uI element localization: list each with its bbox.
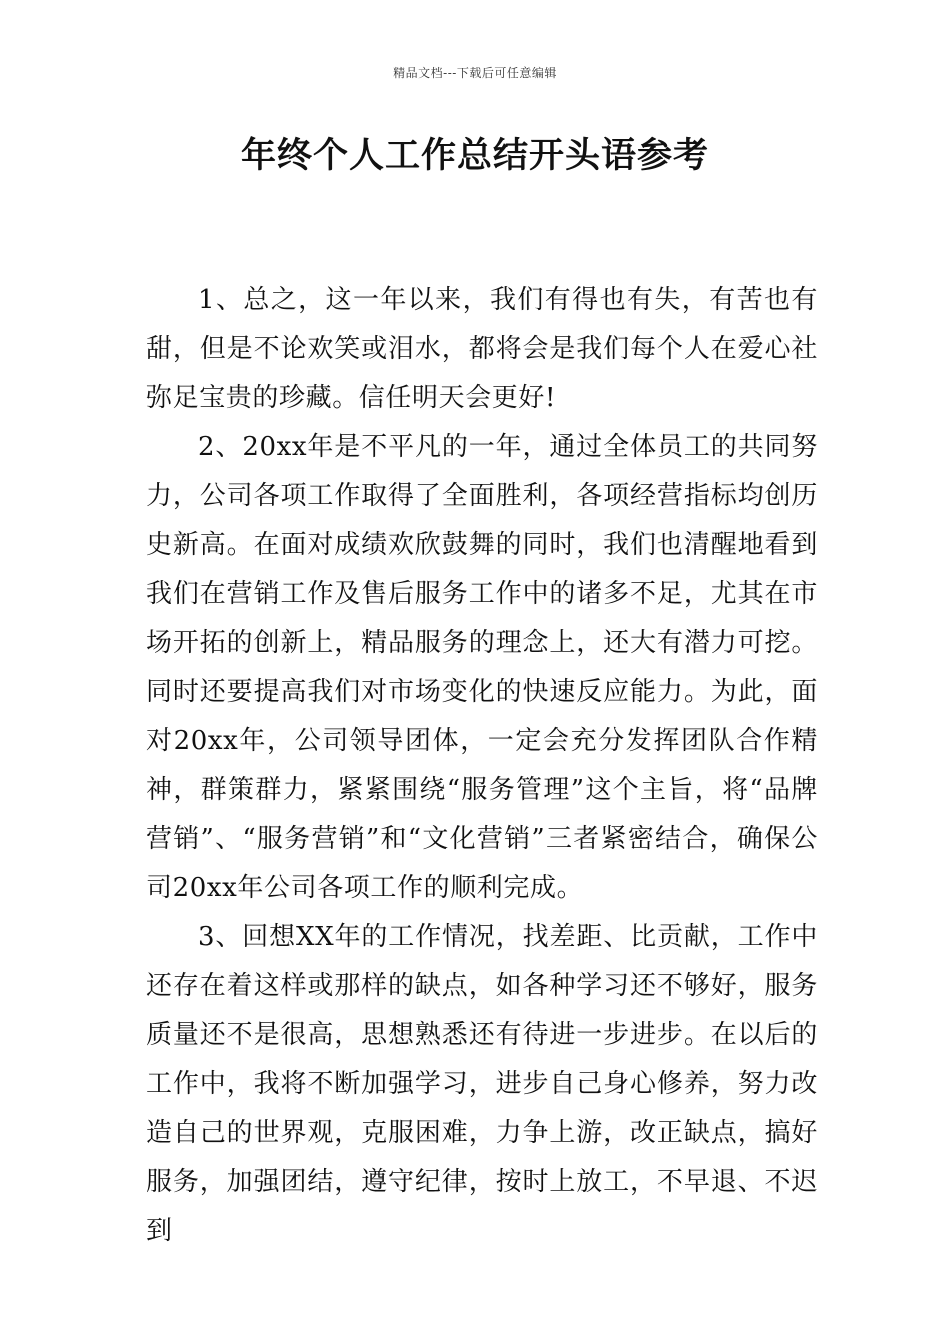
paragraph-2: 2、20xx年是不平凡的一年，通过全体员工的共同努力，公司各项工作取得了全面胜利，各项经营指标均创历史新高。在面对成绩欢欣鼓舞的同时，我们也清醒地看到我们在营销工作及售后服务工作中的诸多不足，尤其在市场开拓的创新上，精品服务的理念上，还大有潜力可挖。同时还要提高我们对市场变化的快速反应能力。为此，面对20xx年，公司领导团体，一定会充分发挥团队合作精神，群策群力，紧紧围绕“服务管理”这个主旨，将“品牌营销”、“服务营销”和“文化营销”三者紧密结合，确保公司20xx年公司各项工作的顺利完成。 — [146, 432, 818, 903]
header-note: 精品文档---下载后可任意编辑 — [393, 66, 557, 80]
paragraph-3: 3、回想XX年的工作情况，找差距、比贡献，工作中还存在着这样或那样的缺点，如各种学习还不够好，服务质量还不是很高，思想熟悉还有待进一步进步。在以后的工作中，我将不断加强学习，进步自己身心修养，努力改造自己的世界观，克服困难，力争上游，改正缺点，搞好服务，加强团结，遵守纪律，按时上放工，不早退、不迟到 — [146, 922, 818, 1246]
paragraph-1: 1、总之，这一年以来，我们有得也有失，有苦也有甜，但是不论欢笑或泪水，都将会是我们每个人在爱心社弥足宝贵的珍藏。信任明天会更好! — [146, 285, 818, 413]
document-title: 年终个人工作总结开头语参考 — [240, 136, 709, 176]
document-body — [146, 276, 818, 1256]
